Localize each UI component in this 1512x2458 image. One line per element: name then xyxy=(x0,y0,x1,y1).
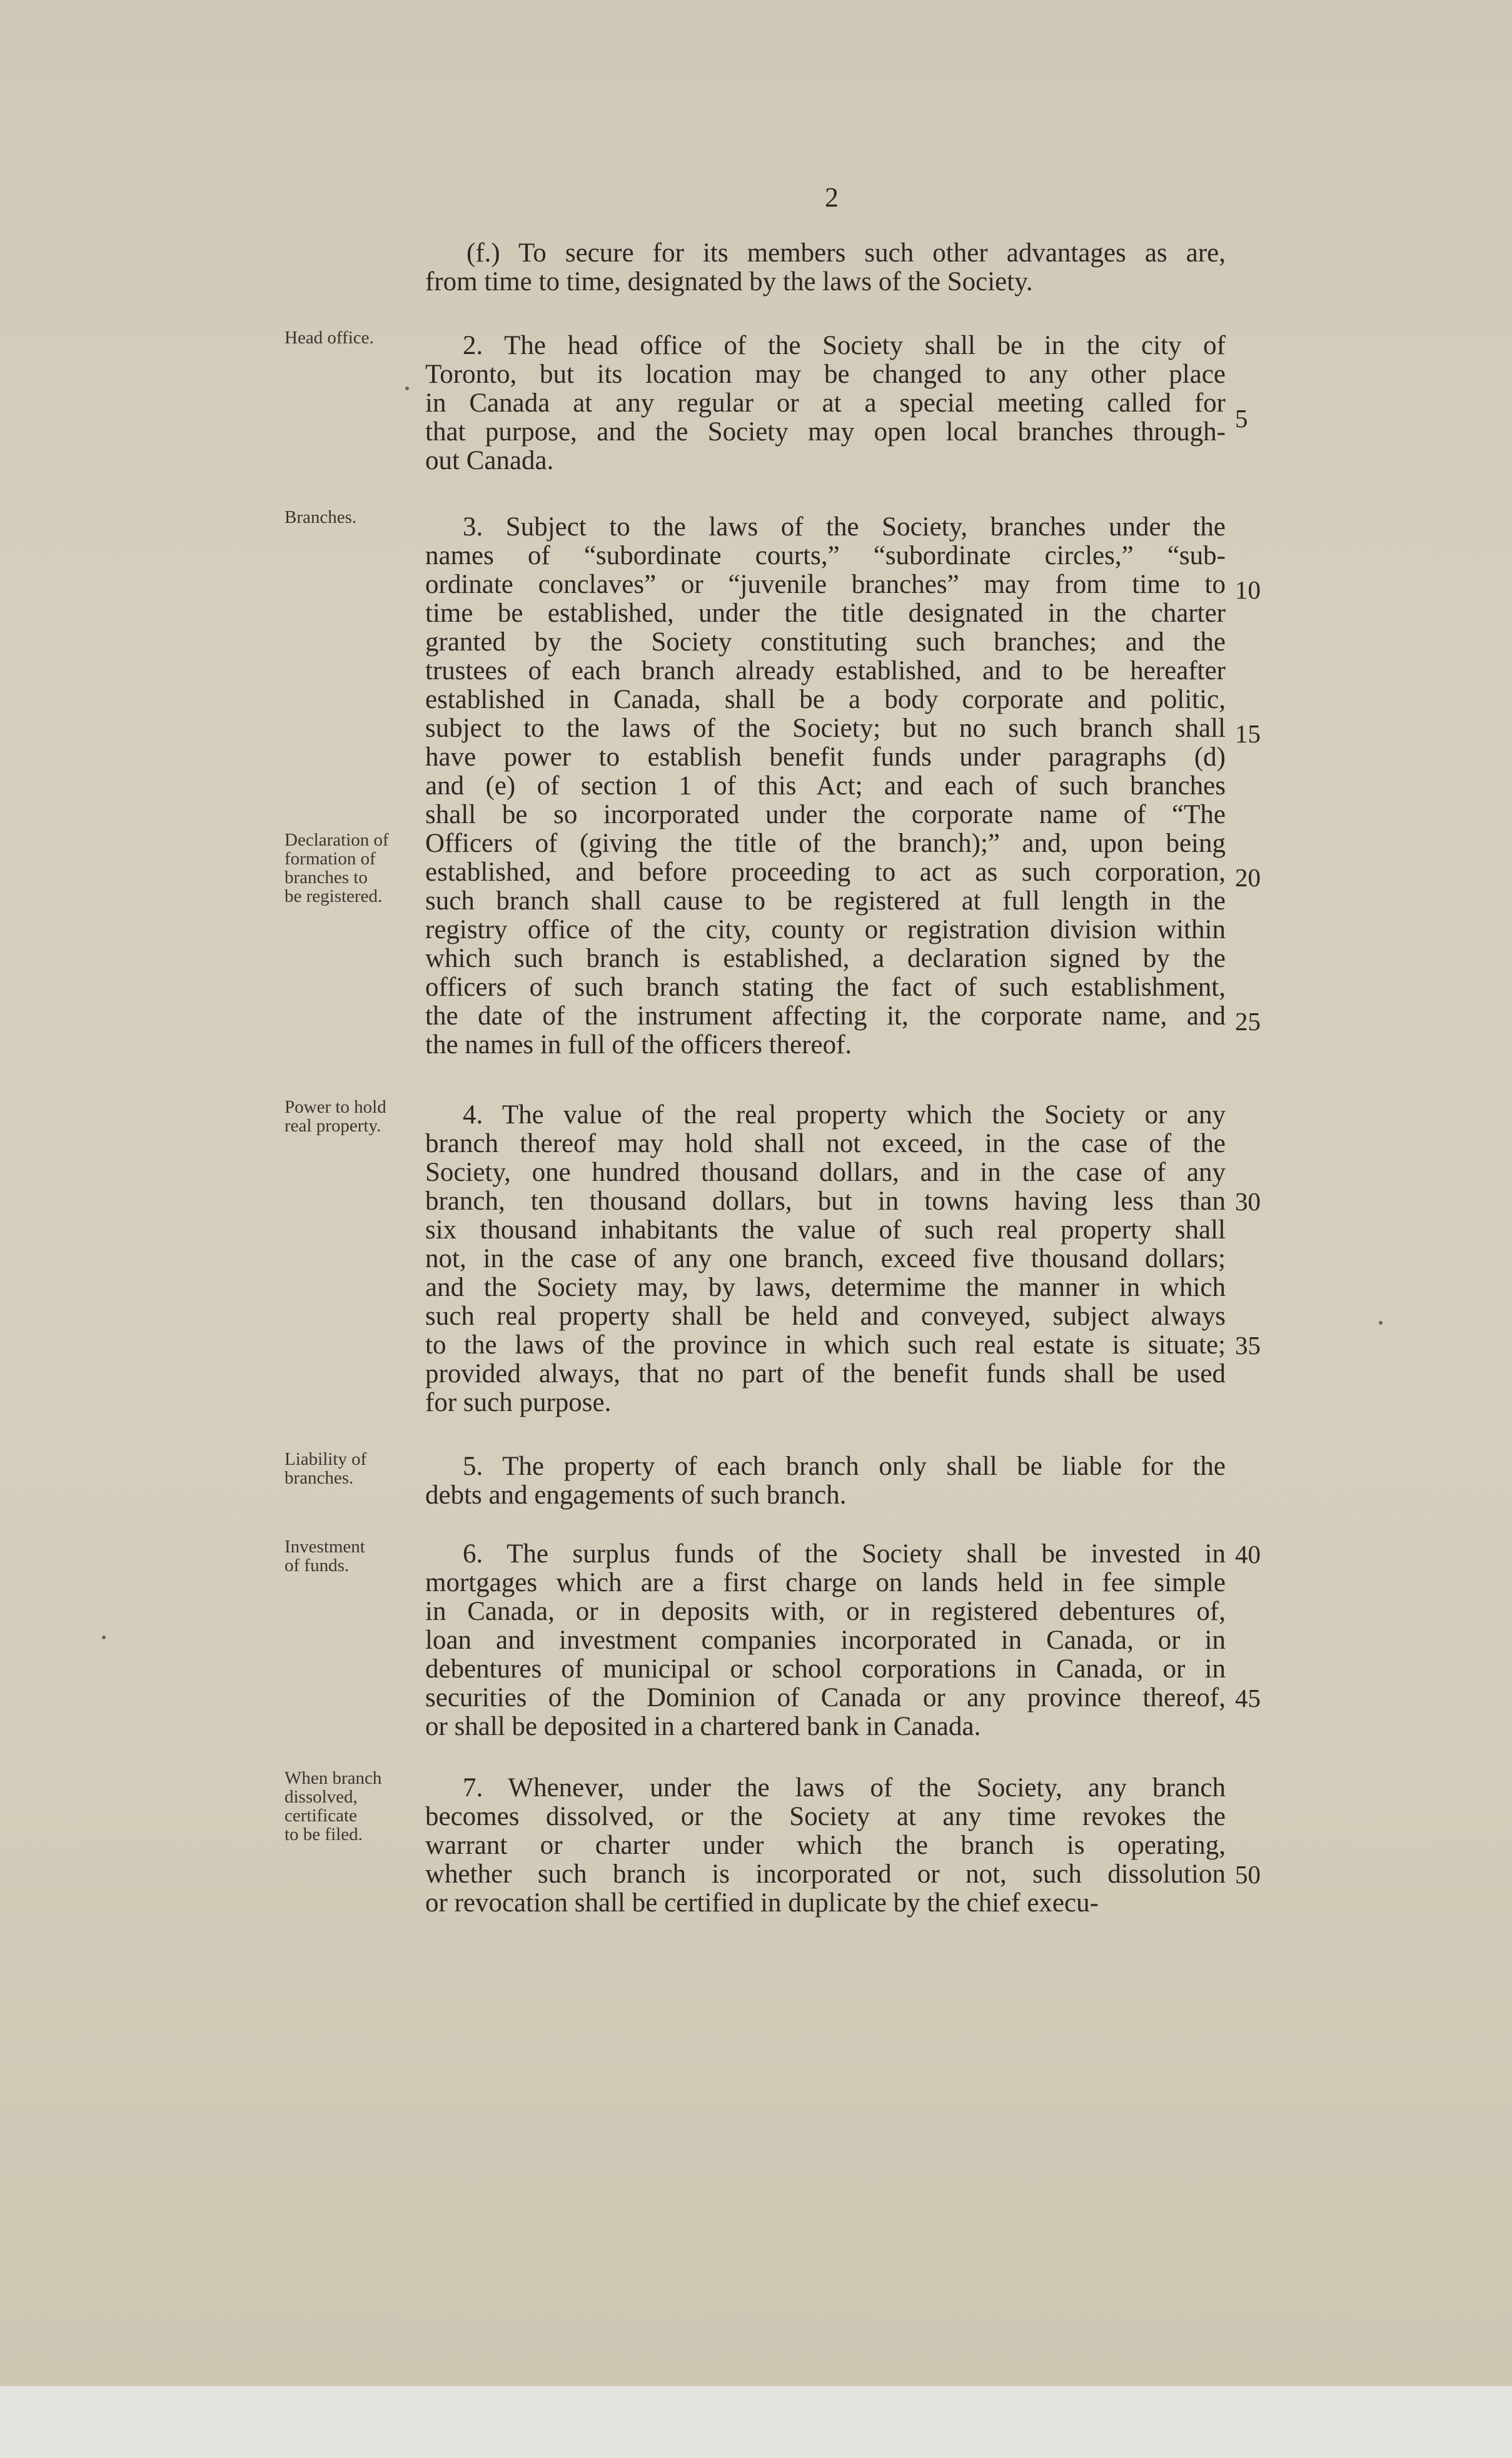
text-line: Toronto, but its location may be changed to any other place xyxy=(425,360,1226,389)
margin-note-dissolution: When branch dissolved, certificate to be filed. xyxy=(285,1768,382,1844)
section-4 xyxy=(425,1101,1226,1417)
text-line: have power to establish benefit funds under paragraphs (d) xyxy=(425,742,1226,772)
text-line: 5. The property of each branch only shall be liable for the xyxy=(463,1452,1226,1481)
text-line: debentures of municipal or school corporations in Canada, or in xyxy=(425,1654,1226,1684)
section-6 xyxy=(425,1540,1226,1741)
text-line: in Canada at any regular or at a special meeting called for xyxy=(425,388,1226,418)
text-line: subject to the laws of the Society; but no such branch shall xyxy=(425,714,1226,743)
scan-background-strip xyxy=(0,2386,1512,2458)
text-line: 7. Whenever, under the laws of the Society, any branch xyxy=(463,1773,1226,1803)
text-line: shall be so incorporated under the corporate name of “The xyxy=(425,800,1226,829)
text-line: (f.) To secure for its members such other advantages as are, xyxy=(466,238,1226,268)
text-line: 6. The surplus funds of the Society shall be invested in xyxy=(463,1539,1226,1569)
text-line: or shall be deposited in a chartered bank in Canada. xyxy=(425,1712,981,1741)
text-line: time be established, under the title designated in the charter xyxy=(425,599,1226,628)
text-line: such real property shall be held and conveyed, subject always xyxy=(425,1302,1226,1331)
paragraph-f xyxy=(425,239,1226,296)
text-line: or revocation shall be certified in duplicate by the chief execu- xyxy=(425,1888,1099,1918)
line-number: 45 xyxy=(1235,1684,1261,1712)
text-line: names of “subordinate courts,” “subordinate circles,” “sub- xyxy=(425,541,1226,570)
text-line: branch thereof may hold shall not exceed, in the case of the xyxy=(425,1129,1226,1158)
margin-note-declaration: Declaration of formation of branches to be registered. xyxy=(285,830,389,906)
text-line: 2. The head office of the Society shall be in the city of xyxy=(463,331,1226,360)
line-number: 50 xyxy=(1235,1860,1261,1889)
margin-note-investment: Investment of funds. xyxy=(285,1537,365,1575)
text-line: established, and before proceeding to act as such corporation, xyxy=(425,857,1226,887)
margin-note-branches: Branches. xyxy=(285,507,357,527)
text-line: from time to time, designated by the laws of the Society. xyxy=(425,267,1033,296)
text-line: warrant or charter under which the branch is operating, xyxy=(425,1831,1226,1860)
page-number: 2 xyxy=(825,182,839,213)
text-line: registry office of the city, county or registration division within xyxy=(425,915,1226,944)
line-number: 15 xyxy=(1235,719,1261,748)
text-line: which such branch is established, a declaration signed by the xyxy=(425,944,1226,973)
section-2 xyxy=(425,331,1226,475)
scan-speck xyxy=(405,387,409,390)
section-7 xyxy=(425,1774,1226,1918)
text-line: whether such branch is incorporated or not, such dissolution xyxy=(425,1859,1226,1889)
scan-speck xyxy=(102,1636,106,1639)
line-number: 20 xyxy=(1235,863,1261,892)
text-line: and the Society may, by laws, determime the manner in which xyxy=(425,1273,1226,1302)
text-line: such branch shall cause to be registered at full length in the xyxy=(425,886,1226,916)
text-line: becomes dissolved, or the Society at any time revokes the xyxy=(425,1802,1226,1831)
line-number: 10 xyxy=(1235,575,1261,604)
line-number: 35 xyxy=(1235,1331,1261,1360)
text-line: branch, ten thousand dollars, but in towns having less than xyxy=(425,1186,1226,1216)
line-number: 40 xyxy=(1235,1540,1261,1569)
text-line: six thousand inhabitants the value of such real property shall xyxy=(425,1215,1226,1245)
text-line: the date of the instrument affecting it, the corporate name, and xyxy=(425,1001,1226,1031)
text-line: trustees of each branch already established, and to be hereafter xyxy=(425,656,1226,685)
text-line: granted by the Society constituting such branches; and the xyxy=(425,627,1226,657)
text-line: loan and investment companies incorporated in Canada, or in xyxy=(425,1626,1226,1655)
text-line: that purpose, and the Society may open local branches through- xyxy=(425,417,1226,447)
line-number: 30 xyxy=(1235,1187,1261,1216)
text-line: in Canada, or in deposits with, or in registered debentures of, xyxy=(425,1597,1226,1626)
text-line: provided always, that no part of the benefit funds shall be used xyxy=(425,1359,1226,1388)
text-line: mortgages which are a first charge on lands held in fee simple xyxy=(425,1568,1226,1597)
scan-speck xyxy=(1379,1321,1383,1325)
line-number: 5 xyxy=(1235,404,1248,433)
text-line: Society, one hundred thousand dollars, and in the case of any xyxy=(425,1158,1226,1187)
section-5 xyxy=(425,1452,1226,1510)
margin-note-head-office: Head office. xyxy=(285,328,374,348)
text-line: the names in full of the officers thereof. xyxy=(425,1030,852,1060)
text-line: debts and engagements of such branch. xyxy=(425,1480,847,1510)
text-line: Officers of (giving the title of the branch);” and, upon being xyxy=(425,829,1226,858)
text-line: securities of the Dominion of Canada or any province thereof, xyxy=(425,1683,1226,1712)
line-number: 25 xyxy=(1235,1007,1261,1036)
text-line: not, in the case of any one branch, exceed five thousand dollars; xyxy=(425,1244,1226,1273)
text-line: out Canada. xyxy=(425,446,554,475)
margin-note-liability: Liability of branches. xyxy=(285,1449,367,1488)
text-line: for such purpose. xyxy=(425,1388,612,1417)
text-line: ordinate conclaves” or “juvenile branches” may from time to xyxy=(425,570,1226,599)
margin-note-real-property: Power to hold real property. xyxy=(285,1097,386,1136)
text-line: to the laws of the province in which such real estate is situate; xyxy=(425,1330,1226,1360)
text-line: and (e) of section 1 of this Act; and each of such branches xyxy=(425,771,1226,801)
text-line: established in Canada, shall be a body corporate and politic, xyxy=(425,685,1226,714)
text-line: 3. Subject to the laws of the Society, branches under the xyxy=(463,512,1226,542)
text-line: officers of such branch stating the fact of such establishment, xyxy=(425,973,1226,1002)
text-line: 4. The value of the real property which the Society or any xyxy=(463,1100,1226,1130)
section-3 xyxy=(425,513,1226,1060)
